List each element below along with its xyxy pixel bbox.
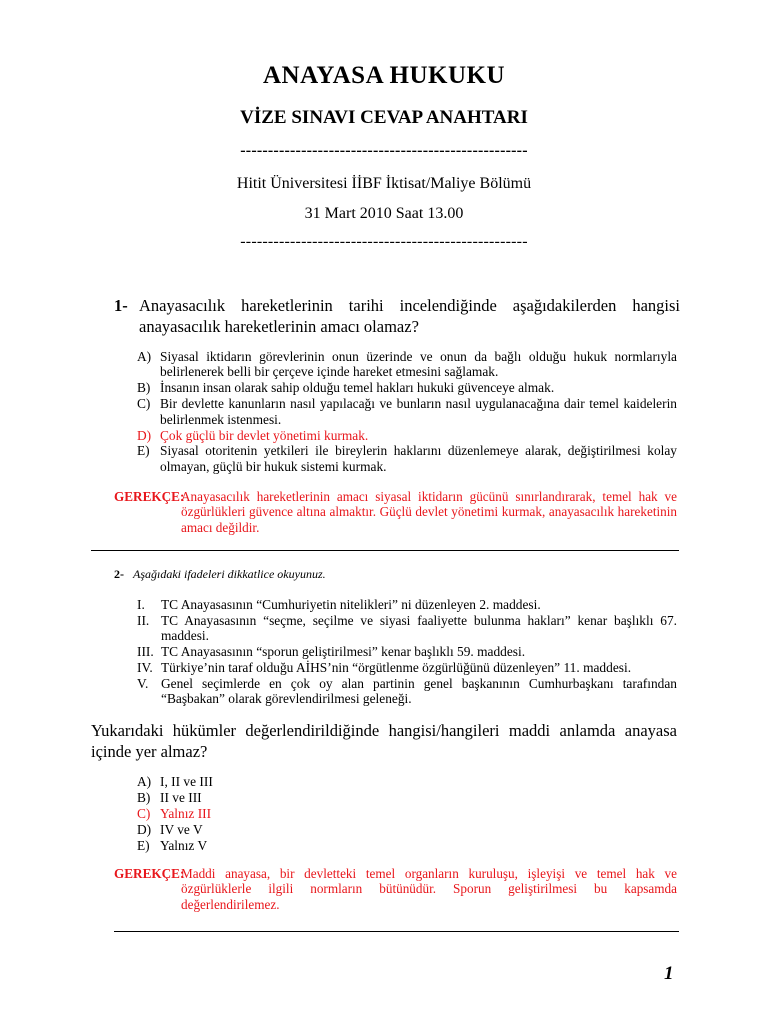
- question-1: [114, 295, 680, 337]
- option-text: Yalnız V: [160, 837, 208, 853]
- option-label: D): [137, 427, 152, 443]
- question-1-text: Anayasacılık hareketlerinin tarihi incelendiğinde aşağıdakilerden hangisi anayasacılık hareketlerinin amacı olamaz?: [139, 296, 680, 336]
- statement-label: I.: [137, 597, 145, 612]
- option-label: A): [137, 349, 152, 364]
- option-label: C): [137, 396, 151, 412]
- statement-text: TC Anayasasının “seçme, seçilme ve siyasi faaliyette bulunma hakları” kenar başlıklı 67. maddesi.: [161, 612, 677, 644]
- option-text: Çok güçlü bir devlet yönetimi kurmak.: [160, 427, 369, 443]
- q2-option-e: [137, 838, 437, 853]
- question-2-number: 2-: [114, 567, 124, 581]
- question-2-options: [137, 774, 437, 854]
- reason-label: GEREKÇE:: [114, 866, 185, 881]
- option-label: D): [137, 821, 152, 837]
- statement-iii: [137, 644, 677, 659]
- page-title: ANAYASA HUKUKU: [262, 62, 505, 89]
- question-2-instruction-text: Aşağıdaki ifadeleri dikkatlice okuyunuz.: [133, 567, 326, 581]
- statement-i: [137, 597, 677, 612]
- statement-text: Genel seçimlerde en çok oy alan partinin genel başkanının Cumhurbaşkanı tarafından “Başbakan” olarak görevlendirilmesi geleneği.: [161, 676, 677, 707]
- reason-label: GEREKÇE:: [114, 489, 185, 504]
- statement-text: Türkiye’nin taraf olduğu AİHS’nin “örgütlenme özgürlüğünü düzenleyen” 11. maddesi.: [161, 660, 632, 676]
- q1-option-b: [137, 380, 677, 395]
- option-text: IV ve V: [160, 821, 203, 837]
- option-label: E): [137, 837, 150, 853]
- option-text: Siyasal iktidarın görevlerinin onun üzerinde ve onun da bağlı olduğu hukuk normlarıyla belirlenerek belli bir çerçeve içinde hareket etmesini sağlamak.: [160, 349, 677, 380]
- q2-option-a: [137, 774, 437, 789]
- q1-option-a: [137, 349, 677, 380]
- option-label: C): [137, 805, 151, 821]
- section-divider-2: [114, 931, 679, 932]
- reason-text: Anayasacılık hareketlerinin amacı siyasal iktidarın gücünü sınırlandırarak, temel hak ve özgürlükleri güvence altına almaktır. Güçlü devlet yönetimi kurmak, anayasacılık hareketinin amacı değildir.: [181, 489, 677, 535]
- header-divider-top: ----------------------------------------------------: [240, 142, 528, 159]
- university-line: Hitit Üniversitesi İİBF İktisat/Maliye Bölümü: [236, 175, 532, 192]
- question-2-statements: [137, 597, 677, 707]
- question-1-options: [137, 349, 677, 475]
- statement-label: II.: [137, 612, 150, 628]
- statement-text: TC Anayasasının “Cumhuriyetin nitelikleri” ni düzenleyen 2. maddesi.: [161, 597, 541, 612]
- statement-iv: [137, 660, 677, 675]
- statement-label: V.: [137, 676, 149, 692]
- question-1-reason: [114, 489, 677, 535]
- question-1-number: 1-: [114, 296, 128, 315]
- question-2-instruction: [114, 567, 326, 582]
- q1-option-d-correct: [137, 428, 677, 443]
- statement-ii: [137, 613, 677, 644]
- option-text: Siyasal otoritenin yetkileri ile bireylerin haklarını düzenlemeye alarak, değiştirilmesi kolay olmayan, güçlü bir hukuk sistemi kurmak.: [160, 443, 677, 474]
- question-2-text: Yukarıdaki hükümler değerlendirildiğinde hangisi/hangileri maddi anlamda anayasa içinde yer almaz?: [91, 721, 677, 761]
- question-2-reason: [114, 866, 677, 912]
- statement-v: [137, 676, 677, 707]
- q2-option-d: [137, 822, 437, 837]
- q2-option-b: [137, 790, 437, 805]
- option-label: B): [137, 789, 151, 805]
- option-text: İnsanın insan olarak sahip olduğu temel hakları hukuki güvenceye almak.: [160, 380, 555, 396]
- reason-text: Maddi anayasa, bir devletteki temel organların kuruluşu, işleyişi ve temel hak ve özgürlüklerle ilgili normların bütünüdür. Sporun geliştirilmesi bu kapsamda değerlendirilemez.: [181, 866, 677, 912]
- header-divider-bottom: ----------------------------------------------------: [240, 233, 528, 250]
- statement-text: TC Anayasasının “sporun geliştirilmesi” kenar başlıklı 59. maddesi.: [161, 644, 526, 660]
- page-subtitle: VİZE SINAVI CEVAP ANAHTARI: [240, 107, 528, 128]
- option-text: Yalnız III: [160, 805, 212, 821]
- option-label: E): [137, 443, 150, 459]
- statement-label: IV.: [137, 660, 153, 676]
- q2-option-c-correct: [137, 806, 437, 821]
- option-label: A): [137, 774, 152, 789]
- option-label: B): [137, 380, 151, 396]
- option-text: II ve III: [160, 789, 202, 805]
- q1-option-c: [137, 396, 677, 427]
- page-number: 1: [664, 963, 674, 984]
- section-divider-1: [91, 550, 679, 551]
- option-text: I, II ve III: [160, 774, 213, 789]
- option-text: Bir devlette kanunların nasıl yapılacağı ve bunların nasıl uygulanacağına dair temel kaidelerin belirlenmek istenmesi.: [160, 396, 677, 427]
- exam-date: 31 Mart 2010 Saat 13.00: [304, 205, 464, 222]
- statement-label: III.: [137, 644, 154, 660]
- q1-option-e: [137, 443, 677, 474]
